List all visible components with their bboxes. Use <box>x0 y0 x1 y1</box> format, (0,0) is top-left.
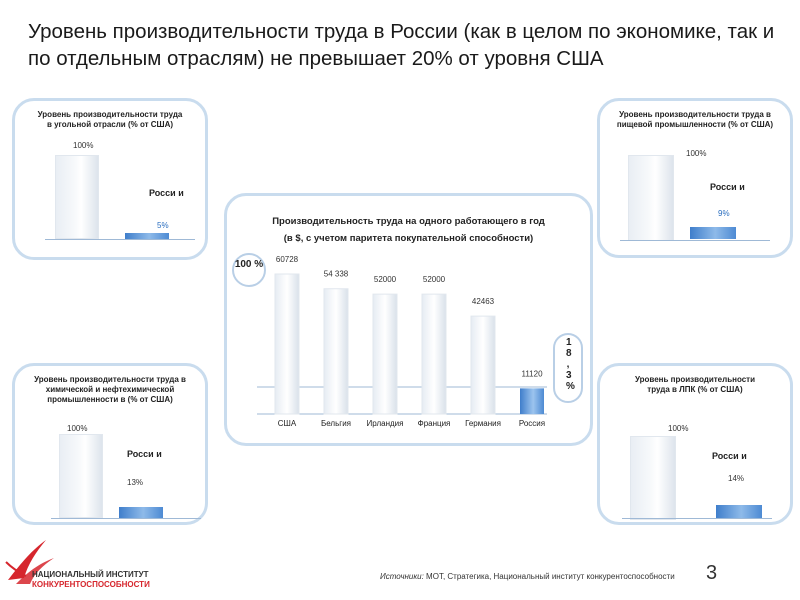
main-bar-5 <box>520 388 544 414</box>
chem-russia-bar <box>119 507 163 518</box>
coal-panel <box>12 98 208 260</box>
food-usa-value: 100% <box>686 149 707 158</box>
logo-line2: КОНКУРЕНТОСПОСОБНОСТИ <box>32 580 150 589</box>
russia-percent-circle: 1 8 , 3 % <box>553 333 583 403</box>
food-panel-title: Уровень производительности труда в пищевой промышленности (% от США) <box>616 110 774 129</box>
chem-panel-title: Уровень производительности труда в химической и нефтехимической промышленности в (% от США) <box>34 375 186 404</box>
main-bar-value-3: 52000 <box>422 275 446 285</box>
main-bar-3 <box>422 294 446 414</box>
main-bar-category-4: Германия <box>465 419 501 428</box>
food-russia-value: 9% <box>718 209 730 218</box>
lpk-panel-title: Уровень производительности труда в ЛПК (% от США) <box>634 375 756 394</box>
lpk-panel <box>597 363 793 525</box>
main-bar-value-4: 42463 <box>471 297 495 307</box>
coal-panel-title: Уровень производительности труда в угольной отрасли (% от США) <box>37 110 183 129</box>
source-text: МОТ, Стратегика, Национальный институт конкурентоспособности <box>423 572 675 581</box>
main-bar-category-1: Бельгия <box>321 419 351 428</box>
main-bar-category-0: США <box>277 419 297 428</box>
main-bar-4 <box>471 316 495 414</box>
coal-baseline <box>45 239 195 240</box>
food-baseline <box>620 240 770 241</box>
logo <box>0 532 180 596</box>
main-bar-value-0: 60728 <box>275 255 299 264</box>
source-prefix: Источники: <box>380 572 424 581</box>
main-bar-category-3: Франция <box>417 419 451 428</box>
chem-russia-value: 13% <box>127 478 144 487</box>
food-panel <box>597 98 793 258</box>
lpk-russia-label: Росси и <box>712 451 747 461</box>
chem-russia-label: Росси и <box>127 449 162 459</box>
main-bar-1 <box>324 289 348 414</box>
chem-usa-bar <box>59 434 103 518</box>
page-number: 3 <box>706 562 718 584</box>
main-bar-value-1: 54 338 <box>323 269 349 279</box>
logo-line1: НАЦИОНАЛЬНЫЙ ИНСТИТУТ <box>32 570 149 579</box>
food-usa-bar <box>628 155 674 241</box>
chem-baseline <box>51 518 201 519</box>
lpk-russia-value: 14% <box>728 474 745 483</box>
main-chart-panel <box>224 193 593 446</box>
lpk-baseline <box>622 518 772 519</box>
source-note <box>380 572 675 581</box>
main-bar-chart <box>227 196 590 443</box>
chem-panel <box>12 363 208 525</box>
food-russia-label: Росси и <box>710 182 745 192</box>
coal-usa-bar <box>55 155 99 239</box>
main-chart-title-line1: Производительность труда на одного работающего в год <box>272 216 545 227</box>
main-bar-2 <box>373 294 397 414</box>
page-title: Уровень производительности труда в России (как в целом по экономике, так и по отдельным отраслям) не превышает 20% от уровня США <box>28 20 775 70</box>
chem-usa-value: 100% <box>67 424 88 433</box>
lpk-usa-value: 100% <box>668 424 689 433</box>
main-chart-title-line2: (в $, с учетом паритета покупательной способности) <box>283 233 534 244</box>
lpk-russia-bar <box>716 505 762 518</box>
main-bar-0 <box>275 274 299 414</box>
coal-russia-value: 5% <box>157 221 169 230</box>
coal-russia-label: Росси и <box>149 188 184 198</box>
main-bar-value-2: 52000 <box>373 275 397 285</box>
food-russia-bar <box>690 227 736 239</box>
usa-percent-circle: 100 % <box>232 253 266 287</box>
main-bar-value-5: 11120 <box>521 369 543 379</box>
main-bar-category-2: Ирландия <box>366 419 404 428</box>
coal-usa-value: 100% <box>73 141 94 150</box>
lpk-usa-bar <box>630 436 676 520</box>
main-bar-category-5: Россия <box>518 419 546 428</box>
